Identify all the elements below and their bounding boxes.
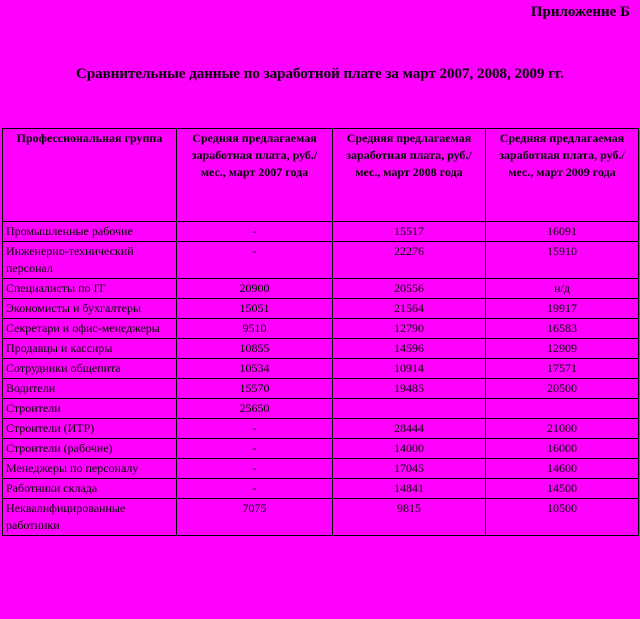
cell-salary-2008: 15517 (333, 222, 486, 242)
table-row (3, 379, 639, 399)
cell-salary-2007: 9510 (177, 319, 333, 339)
cell-professional-group: Неквалифицированные работники (3, 499, 177, 536)
cell-salary-2009: 14600 (486, 459, 639, 479)
table-row (3, 419, 639, 439)
cell-salary-2009: 17571 (486, 359, 639, 379)
appendix-label: Приложение Б (530, 4, 630, 20)
table-row (3, 222, 639, 242)
cell-salary-2007: 7075 (177, 499, 333, 536)
cell-salary-2008: 17045 (333, 459, 486, 479)
salary-table (2, 128, 639, 536)
cell-professional-group: Экономисты и бухгалтеры (3, 299, 177, 319)
cell-salary-2009: 16091 (486, 222, 639, 242)
cell-salary-2009: 10500 (486, 499, 639, 536)
cell-salary-2009 (486, 399, 639, 419)
cell-professional-group: Инженерно-технический персонал (3, 242, 177, 279)
cell-salary-2007: - (177, 242, 333, 279)
cell-salary-2009: 16000 (486, 439, 639, 459)
cell-professional-group: Менеджеры по персоналу (3, 459, 177, 479)
cell-professional-group: Секретари и офис-менеджеры (3, 319, 177, 339)
cell-salary-2007: 10855 (177, 339, 333, 359)
header-salary-2007: Средняя предлагаемая заработная плата, руб./мес., март 2007 года (177, 129, 333, 222)
cell-professional-group: Работники склада (3, 479, 177, 499)
cell-salary-2007: 20900 (177, 279, 333, 299)
table-row (3, 459, 639, 479)
cell-salary-2008: 12790 (333, 319, 486, 339)
table-row (3, 279, 639, 299)
cell-salary-2008: 10914 (333, 359, 486, 379)
document-title: Сравнительные данные по заработной плате за март 2007, 2008, 2009 гг. (76, 66, 564, 82)
cell-salary-2008: 14596 (333, 339, 486, 359)
cell-salary-2007: 15051 (177, 299, 333, 319)
cell-salary-2007: - (177, 419, 333, 439)
cell-professional-group: Строители (ИТР) (3, 419, 177, 439)
cell-salary-2008: 28444 (333, 419, 486, 439)
cell-professional-group: Строители (рабочие) (3, 439, 177, 459)
cell-salary-2009: 12909 (486, 339, 639, 359)
cell-salary-2007: 25650 (177, 399, 333, 419)
cell-salary-2009: 19917 (486, 299, 639, 319)
table-row (3, 359, 639, 379)
table-row (3, 499, 639, 536)
cell-salary-2009: 14500 (486, 479, 639, 499)
cell-salary-2009: 15910 (486, 242, 639, 279)
cell-salary-2008 (333, 399, 486, 419)
cell-professional-group: Водители (3, 379, 177, 399)
cell-salary-2007: 10534 (177, 359, 333, 379)
cell-salary-2007: - (177, 222, 333, 242)
cell-salary-2008: 19485 (333, 379, 486, 399)
table-row (3, 479, 639, 499)
table-row (3, 242, 639, 279)
cell-salary-2009: 21000 (486, 419, 639, 439)
cell-salary-2009: 16583 (486, 319, 639, 339)
table-row (3, 339, 639, 359)
cell-professional-group: Продавцы и кассиры (3, 339, 177, 359)
cell-salary-2008: 14841 (333, 479, 486, 499)
header-salary-2008: Средняя предлагаемая заработная плата, руб./мес., март 2008 года (333, 129, 486, 222)
cell-salary-2009: 20500 (486, 379, 639, 399)
cell-salary-2008: 21564 (333, 299, 486, 319)
cell-salary-2009: н/д (486, 279, 639, 299)
cell-salary-2007: - (177, 459, 333, 479)
cell-salary-2007: - (177, 479, 333, 499)
table-row (3, 399, 639, 419)
table-row (3, 319, 639, 339)
cell-professional-group: Сотрудники общепита (3, 359, 177, 379)
table-row (3, 439, 639, 459)
cell-salary-2008: 9815 (333, 499, 486, 536)
table-header-row (3, 129, 639, 222)
cell-professional-group: Специалисты по IT (3, 279, 177, 299)
table-body (3, 222, 639, 536)
cell-salary-2007: 15570 (177, 379, 333, 399)
header-professional-group: Профессиональная группа (3, 129, 177, 222)
cell-salary-2008: 14000 (333, 439, 486, 459)
cell-salary-2008: 20556 (333, 279, 486, 299)
cell-salary-2007: - (177, 439, 333, 459)
header-salary-2009: Средняя предлагаемая заработная плата, руб./мес., март 2009 года (486, 129, 639, 222)
table-row (3, 299, 639, 319)
cell-salary-2008: 22276 (333, 242, 486, 279)
cell-professional-group: Промышленные рабочие (3, 222, 177, 242)
cell-professional-group: Строители (3, 399, 177, 419)
